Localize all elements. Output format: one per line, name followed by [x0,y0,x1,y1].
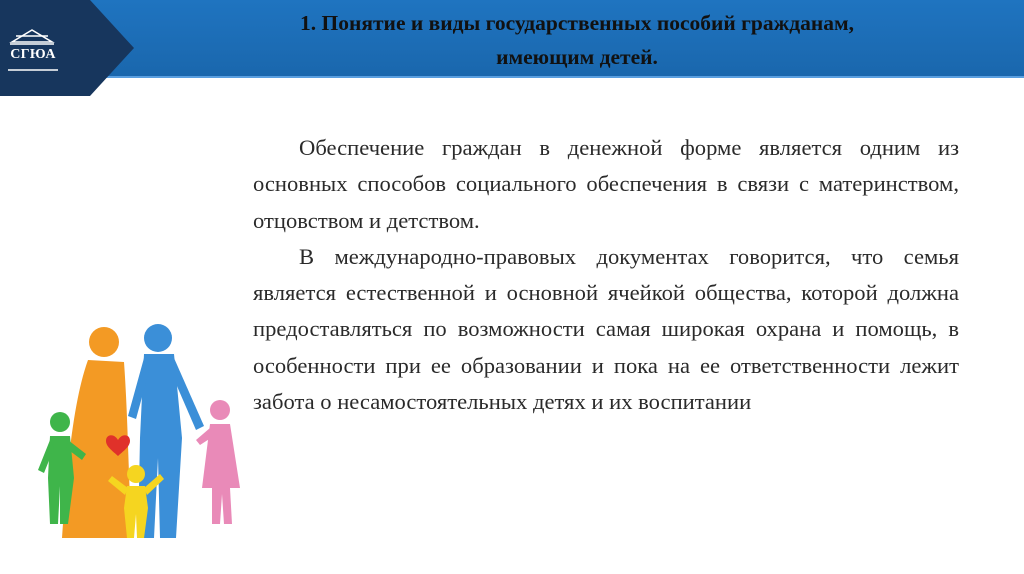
page-title-line-1: 1. Понятие и виды государственных пособий гражданам, [300,11,854,35]
paragraph-2: В международно-правовых документах говорится, что семья является естественной и основной ячейкой общества, которой должна предоставляться по возможности самая широкая охрана и помощь, в особенности при ее образовании и пока на ее ответственности лежит забота о несамостоятельных детях и их воспитании [253,243,959,415]
paragraph-1: Обеспечение граждан в денежной форме является одним из основных способов социального обеспечения в связи с материнством, отцовством и детством. [253,135,959,233]
child-pink-figure [196,400,240,524]
family-illustration [36,298,246,548]
page-title-line-2: имеющим детей. [496,45,658,69]
logo-text: СГЮА [10,47,56,62]
page-title [130,6,1024,74]
body-text [253,130,959,420]
mother-figure [62,327,132,538]
